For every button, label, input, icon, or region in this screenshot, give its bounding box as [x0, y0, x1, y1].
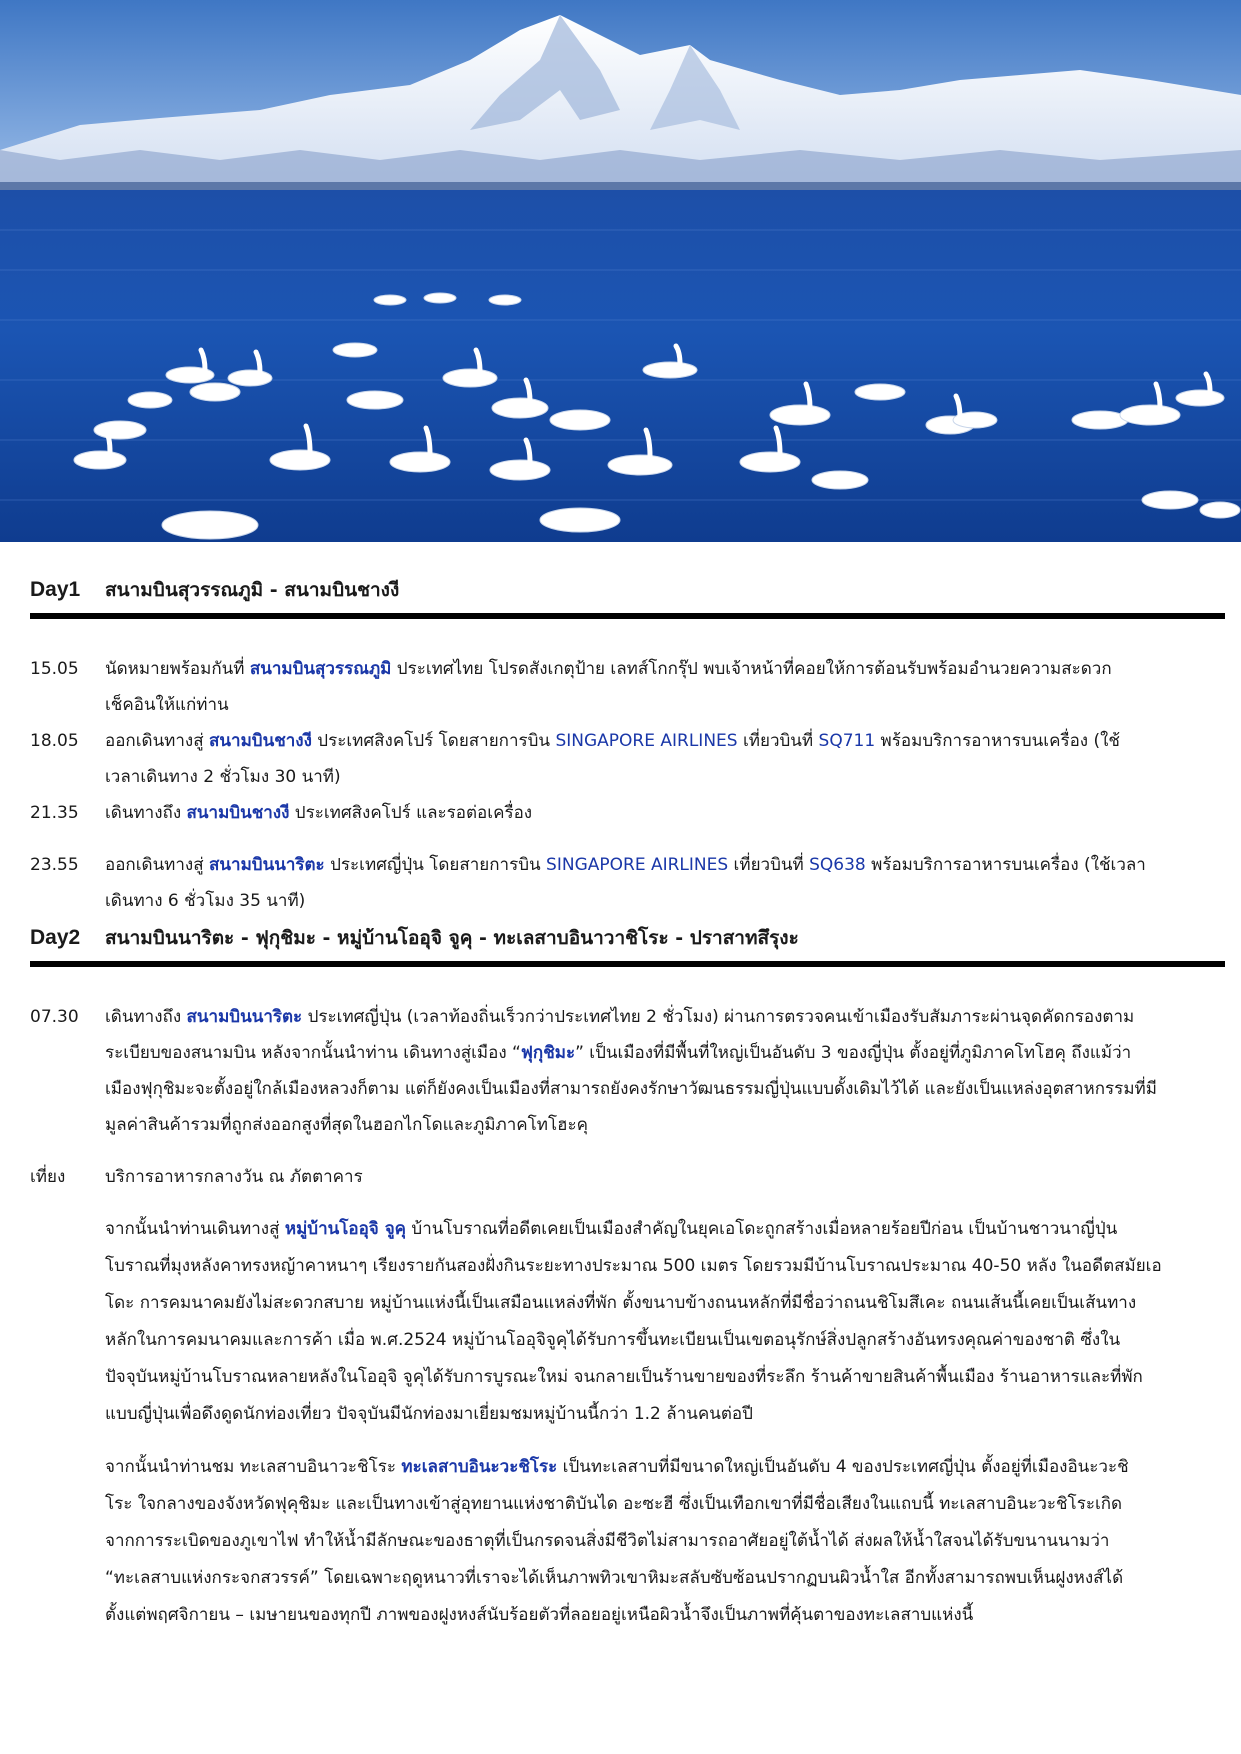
- schedule-time: 15.05: [30, 659, 79, 679]
- schedule-text: ” เป็นเมืองที่มีพื้นที่ใหญ่เป็นอันดับ 3 ของญี่ปุ่น ตั้งอยู่ที่ภูมิภาคโทโฮคุ ถึงแม้ว่า: [575, 1043, 1132, 1063]
- schedule-text: เที่ยวบินที่: [728, 855, 810, 875]
- flight-number: SQ711: [818, 731, 876, 751]
- airline-name: SINGAPORE AIRLINES: [546, 855, 729, 875]
- schedule-text: นัดหมายพร้อมกันที่: [105, 659, 250, 679]
- paragraph-text: โบราณที่มุงหลังคาทรงหญ้าคาหนาๆ เรียงรายกันสองฝั่งกินระยะทางประมาณ 500 เมตร โดยรวมมีบ้านโบราณประมาณ 40-50 หลัง ในอดีตสมัยเอ: [105, 1256, 1162, 1276]
- schedule-text: มูลค่าสินค้ารวมที่ถูกส่งออกสูงที่สุดในฮอกไกโดและภูมิภาคโทโฮะคุ: [105, 1115, 589, 1135]
- schedule-item: [30, 795, 1225, 831]
- schedule-text: เดินทางถึง: [105, 803, 187, 823]
- day2-title: สนามบินนาริตะ - ฟุกุชิมะ - หมู่บ้านโออุจิ จูคุ - ทะเลสาบอินาวาชิโระ - ปราสาทสึรุงะ: [105, 927, 799, 949]
- paragraph-text: เป็นทะเลสาบที่มีขนาดใหญ่เป็นอันดับ 4 ของประเทศญี่ปุ่น ตั้งอยู่ที่เมืองอินะวะชิ: [557, 1457, 1129, 1477]
- schedule-time: เที่ยง: [30, 1167, 66, 1187]
- paragraph-text: บ้านโบราณที่อดีตเคยเป็นเมืองสำคัญในยุคเอโดะถูกสร้างเมื่อหลายร้อยปีก่อน เป็นบ้านชาวนาญี่ปุ่น: [406, 1219, 1118, 1239]
- paragraph-text: โดะ การคมนาคมยังไม่สะดวกสบาย หมู่บ้านแห่งนี้เป็นเสมือนแหล่งที่พัก ตั้งขนาบข้างถนนหลักที่มีชื่อว่าถนนชิโมสึเคะ ถนนเส้นนี้เคยเป็นเส้นทาง: [105, 1293, 1137, 1313]
- schedule-text: พร้อมบริการอาหารบนเครื่อง (ใช้เวลา: [865, 855, 1146, 875]
- schedule-text: เดินทาง 6 ชั่วโมง 35 นาที): [105, 891, 306, 911]
- schedule-item: [30, 723, 1225, 795]
- paragraph-text: ปัจจุบันหมู่บ้านโบราณหลายหลังในโออุจิ จูคุได้รับการบูรณะใหม่ จนกลายเป็นร้านขายของที่ระลึก ร้านค้าขายสินค้าพื้นเมือง ร้านอาหารและที่พัก: [105, 1367, 1143, 1387]
- paragraph-text: จากการระเบิดของภูเขาไฟ ทำให้น้ำมีลักษณะของธาตุที่เป็นกรดจนสิ่งมีชีวิตไม่สามารถอาศัยอยู่ใต้น้ำได้ ส่งผลให้น้ำใสจนได้รับขนานนามว่า: [105, 1531, 1110, 1551]
- paragraph-ouchi-juku: [105, 1211, 1225, 1433]
- paragraph-text: โระ ใจกลางของจังหวัดฟุคุชิมะ และเป็นทางเข้าสู่อุทยานแห่งชาติบันได อะซะฮี ซึ่งเป็นเทือกเขาที่มีชื่อเสียงในแถบนี้ ทะเลสาบอินะวะชิโระเกิด: [105, 1494, 1123, 1514]
- paragraph-lake-inawashiro: [105, 1449, 1225, 1634]
- schedule-text: ประเทศสิงคโปร์ และรอต่อเครื่อง: [289, 803, 533, 823]
- day1-entries: [30, 651, 1225, 919]
- paragraph-text: จากนั้นนำท่านเดินทางสู่: [105, 1219, 285, 1239]
- place-name: สนามบินสุวรรณภูมิ: [249, 659, 392, 679]
- schedule-time: 23.55: [30, 855, 79, 875]
- place-name: ฟุกุชิมะ: [520, 1043, 576, 1063]
- day2-entries: [30, 999, 1225, 1634]
- place-name: หมู่บ้านโออุจิ จูคุ: [284, 1219, 407, 1239]
- place-name: สนามบินชางงี: [186, 803, 290, 823]
- schedule-text: บริการอาหารกลางวัน ณ ภัตตาคาร: [105, 1167, 363, 1187]
- schedule-text: เมืองฟุกุชิมะจะตั้งอยู่ใกล้เมืองหลวงก็ตาม แต่ก็ยังคงเป็นเมืองที่สามารถยังคงรักษาวัฒนธรรมญี่ปุ่นแบบดั้งเดิมไว้ได้ และยังเป็นแหล่งอุตสาหกรรมที่มี: [105, 1079, 1157, 1099]
- flight-number: SQ638: [809, 855, 866, 875]
- day1-title: สนามบินสุวรรณภูมิ - สนามบินชางงี: [105, 579, 400, 601]
- itinerary-content: [30, 575, 1225, 1634]
- schedule-text: ประเทศญี่ปุ่น (เวลาท้องถิ่นเร็วกว่าประเทศไทย 2 ชั่วโมง) ผ่านการตรวจคนเข้าเมืองรับสัมภาระผ่านจุดคัดกรองตาม: [302, 1007, 1135, 1027]
- schedule-text: ระเบียบของสนามบิน หลังจากนั้นนำท่าน เดินทางสู่เมือง “: [105, 1043, 521, 1063]
- schedule-time: 18.05: [30, 731, 79, 751]
- schedule-text: ออกเดินทางสู่: [105, 731, 210, 751]
- schedule-item: [30, 1159, 1225, 1195]
- schedule-item: [30, 651, 1225, 723]
- day1-header: [30, 575, 1225, 609]
- paragraph-text: ตั้งแต่พฤศจิกายน – เมษายนของทุกปี ภาพของฝูงหงส์นับร้อยตัวที่ลอยอยู่เหนือผิวน้ำจึงเป็นภาพที่คุ้นตาของทะเลสาบแห่งนี้: [105, 1605, 974, 1625]
- schedule-text: พร้อมบริการอาหารบนเครื่อง (ใช้: [875, 731, 1120, 751]
- paragraph-text: “ทะเลสาบแห่งกระจกสวรรค์” โดยเฉพาะฤดูหนาวที่เราจะได้เห็นภาพทิวเขาหิมะสลับซับซ้อนปรากฏบนผิวน้ำใส อีกทั้งสามารถพบเห็นฝูงหงส์ได้: [105, 1568, 1124, 1588]
- lake-mountain-swans-photo: [0, 0, 1241, 542]
- paragraph-text: จากนั้นนำท่านชม ทะเลสาบอินาวะชิโระ: [105, 1457, 402, 1477]
- schedule-text: ประเทศไทย โปรดสังเกตุป้าย เลทส์โกกรุ๊ป พบเจ้าหน้าที่คอยให้การต้อนรับพร้อมอำนวยความสะดวก: [391, 659, 1112, 679]
- schedule-text: เช็คอินให้แก่ท่าน: [105, 695, 229, 715]
- schedule-text: เวลาเดินทาง 2 ชั่วโมง 30 นาที): [105, 767, 341, 787]
- day1-label: Day1: [30, 578, 81, 601]
- paragraph-text: แบบญี่ปุ่นเพื่อดึงดูดนักท่องเที่ยว ปัจจุบันมีนักท่องมาเยี่ยมชมหมู่บ้านนี้กว่า 1.2 ล้านคนต่อปี: [105, 1404, 753, 1424]
- day2-divider: [30, 961, 1225, 967]
- place-name: สนามบินนาริตะ: [186, 1007, 303, 1027]
- schedule-item: [30, 999, 1225, 1143]
- schedule-time: 21.35: [30, 803, 79, 823]
- day1-divider: [30, 613, 1225, 619]
- day2-header: [30, 923, 1225, 957]
- paragraph-text: หลักในการคมนาคมและการค้า เมื่อ พ.ศ.2524 หมู่บ้านโออุจิจูคุได้รับการขึ้นทะเบียนเป็นเขตอนุรักษ์สิ่งปลูกสร้างอันทรงคุณค่าของชาติ ซึ่งใน: [105, 1330, 1121, 1350]
- place-name: สนามบินนาริตะ: [209, 855, 325, 875]
- place-name: ทะเลสาบอินะวะชิโระ: [401, 1457, 558, 1477]
- schedule-text: เดินทางถึง: [105, 1007, 187, 1027]
- schedule-text: เที่ยวบินที่: [737, 731, 819, 751]
- schedule-time: 07.30: [30, 1007, 79, 1027]
- airline-name: SINGAPORE AIRLINES: [555, 731, 738, 751]
- schedule-text: ประเทศญี่ปุ่น โดยสายการบิน: [324, 855, 547, 875]
- place-name: สนามบินชางงี: [209, 731, 312, 751]
- day2-label: Day2: [30, 926, 81, 949]
- schedule-text: ออกเดินทางสู่: [105, 855, 210, 875]
- hero-photo: [0, 0, 1241, 542]
- schedule-text: ประเทศสิงคโปร์ โดยสายการบิน: [311, 731, 556, 751]
- schedule-item: [30, 847, 1225, 919]
